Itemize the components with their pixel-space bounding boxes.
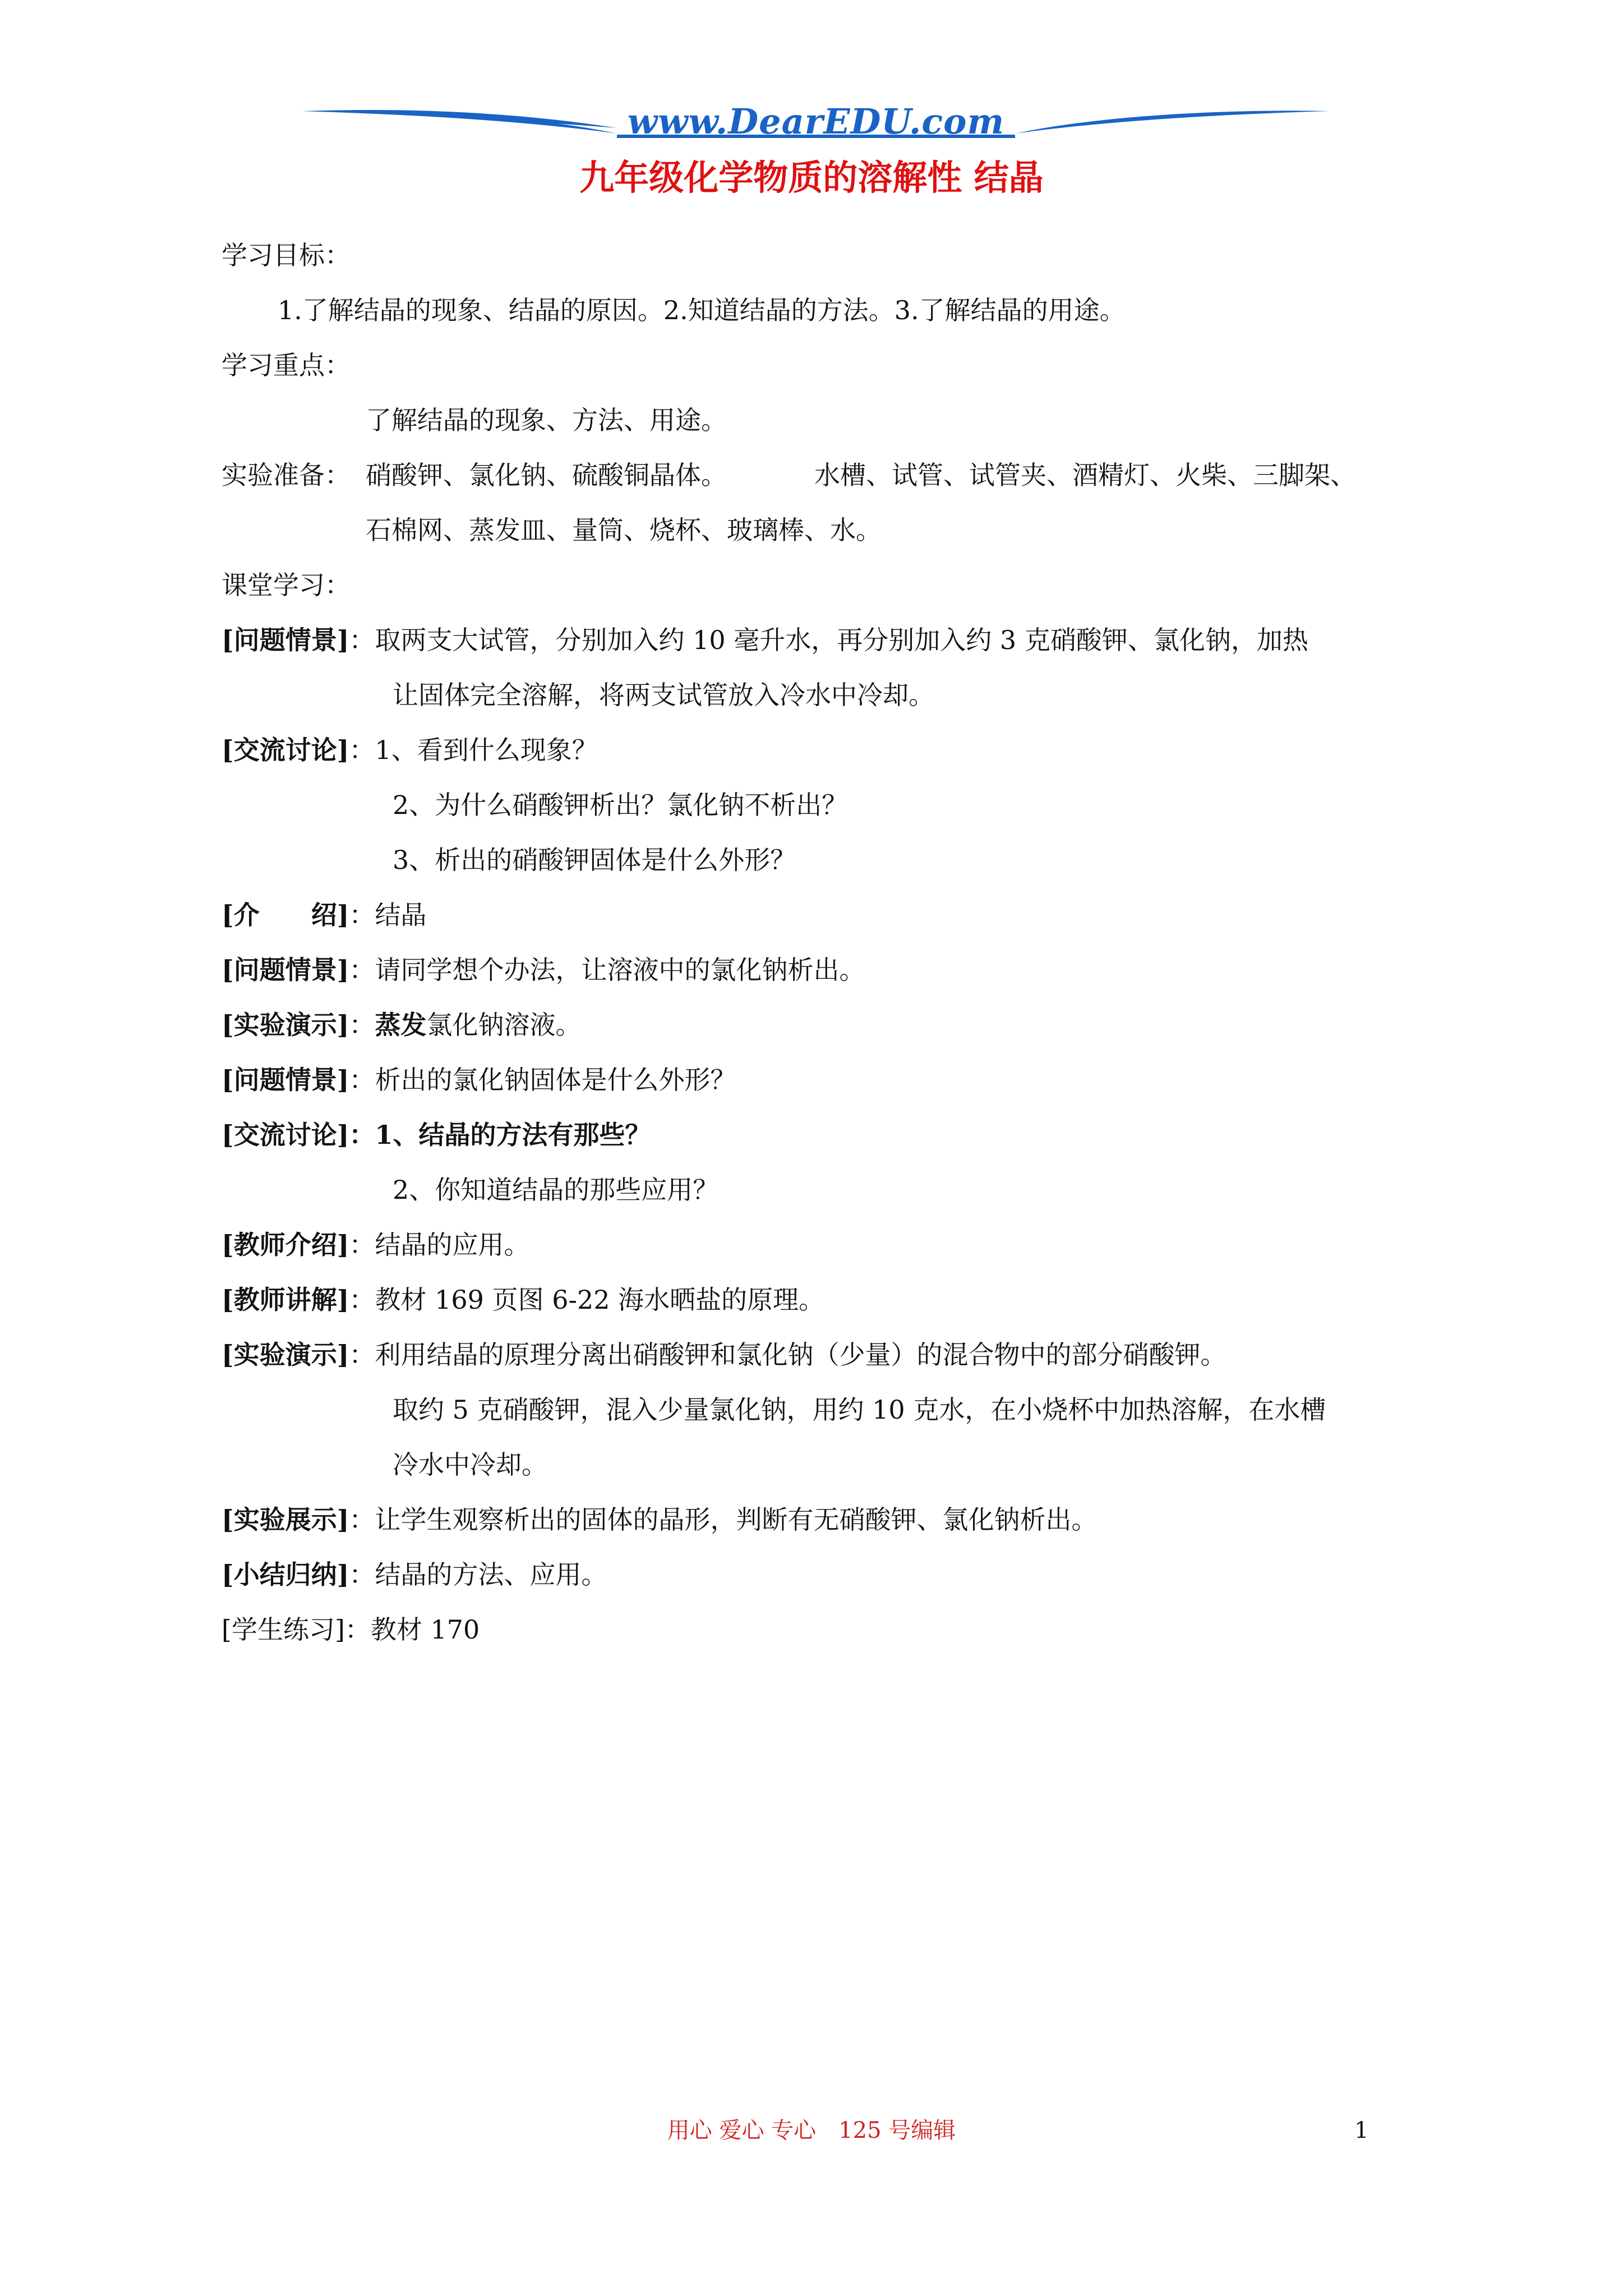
page-number: 1	[1354, 2118, 1369, 2143]
item-summary	[222, 1555, 607, 1594]
item-text: ：析出的氯化钠固体是什么外形？	[349, 1065, 736, 1095]
item-colon: ：	[349, 1010, 375, 1040]
item-label: [教师讲解]	[222, 1285, 349, 1315]
item-label: [问题情景]	[222, 1065, 349, 1095]
item-text: ：结晶的方法、应用。	[349, 1559, 607, 1590]
document-title: 九年级化学物质的溶解性 结晶	[579, 157, 1044, 198]
goals-text: 1.了解结晶的现象、结晶的原因。2.知道结晶的方法。3.了解结晶的用途。	[278, 295, 1126, 325]
item-text: ：教材 170	[344, 1614, 480, 1645]
item-demo-2-cont2: 冷水中冷却。	[393, 1450, 547, 1480]
item-text: ：让学生观察析出的固体的晶形，判断有无硝酸钾、氯化钠析出。	[349, 1504, 1098, 1535]
item-display	[222, 1500, 1098, 1539]
site-url: www.DearEDU.com	[627, 101, 1005, 142]
item-discuss-2-q2: 2、你知道结晶的那些应用？	[393, 1175, 719, 1205]
prep-equipment: 水槽、试管、试管夹、酒精灯、火柴、三脚架、	[814, 460, 1356, 490]
item-label: [教师介绍]	[222, 1230, 349, 1260]
item-teacher-explain	[222, 1280, 824, 1319]
item-label: [实验展示]	[222, 1504, 349, 1535]
prep-label: 实验准备：	[222, 460, 351, 490]
item-label: [实验演示]	[222, 1010, 349, 1040]
item-label: [介 绍]	[222, 900, 349, 930]
item-discuss-1-q2: 2、为什么硝酸钾析出？氯化钠不析出？	[393, 790, 848, 820]
item-text: ：1、结晶的方法有那些？	[349, 1120, 651, 1150]
prep-materials: 硝酸钾、氯化钠、硫酸铜晶体。	[366, 460, 727, 490]
item-bold-text: 蒸发	[375, 1010, 427, 1040]
item-label: [问题情景]	[222, 955, 349, 985]
header-banner	[303, 94, 1329, 156]
item-problem-1-cont: 让固体完全溶解，将两支试管放入冷水中冷却。	[393, 680, 934, 710]
footer-text: 用心 爱心 专心 125 号编辑	[667, 2118, 956, 2143]
item-demo-1	[222, 1005, 582, 1045]
item-exercise	[222, 1610, 479, 1649]
item-problem-3	[222, 1060, 736, 1099]
item-text: ：结晶的应用。	[349, 1230, 530, 1260]
item-text: ：结晶	[349, 900, 427, 930]
item-text: 氯化钠溶液。	[426, 1010, 582, 1040]
item-text: ：利用结晶的原理分离出硝酸钾和氯化钠（少量）的混合物中的部分硝酸钾。	[349, 1340, 1227, 1370]
goals-label: 学习目标：	[222, 240, 351, 270]
item-label: [学生练习]	[222, 1614, 345, 1645]
class-label: 课堂学习：	[222, 570, 351, 600]
item-discuss-2	[222, 1115, 651, 1154]
item-text: ：教材 169 页图 6-22 海水晒盐的原理。	[349, 1285, 825, 1315]
item-problem-2	[222, 950, 865, 990]
item-label: [实验演示]	[222, 1340, 349, 1370]
focus-text: 了解结晶的现象、方法、用途。	[366, 405, 727, 435]
item-teacher-intro	[222, 1225, 530, 1264]
item-text: ：取两支大试管，分别加入约 10 毫升水，再分别加入约 3 克硝酸钾、氯化钠，加热	[349, 625, 1308, 655]
item-text: ：1、看到什么现象？	[349, 735, 598, 765]
prep-equipment-cont: 石棉网、蒸发皿、量筒、烧杯、玻璃棒、水。	[366, 515, 882, 545]
item-label: [交流讨论]	[222, 1120, 349, 1150]
item-label: [交流讨论]	[222, 735, 349, 765]
focus-label: 学习重点：	[222, 350, 351, 380]
item-label: [问题情景]	[222, 625, 349, 655]
item-discuss-1	[222, 730, 598, 770]
item-demo-2-cont: 取约 5 克硝酸钾，混入少量氯化钠，用约 10 克水，在小烧杯中加热溶解，在水槽	[393, 1395, 1326, 1425]
item-problem-1	[222, 620, 1308, 660]
item-discuss-1-q3: 3、析出的硝酸钾固体是什么外形？	[393, 845, 796, 875]
item-intro	[222, 895, 427, 935]
item-label: [小结归纳]	[222, 1559, 349, 1590]
item-demo-2	[222, 1335, 1227, 1374]
item-text: ：请同学想个办法，让溶液中的氯化钠析出。	[349, 955, 865, 985]
